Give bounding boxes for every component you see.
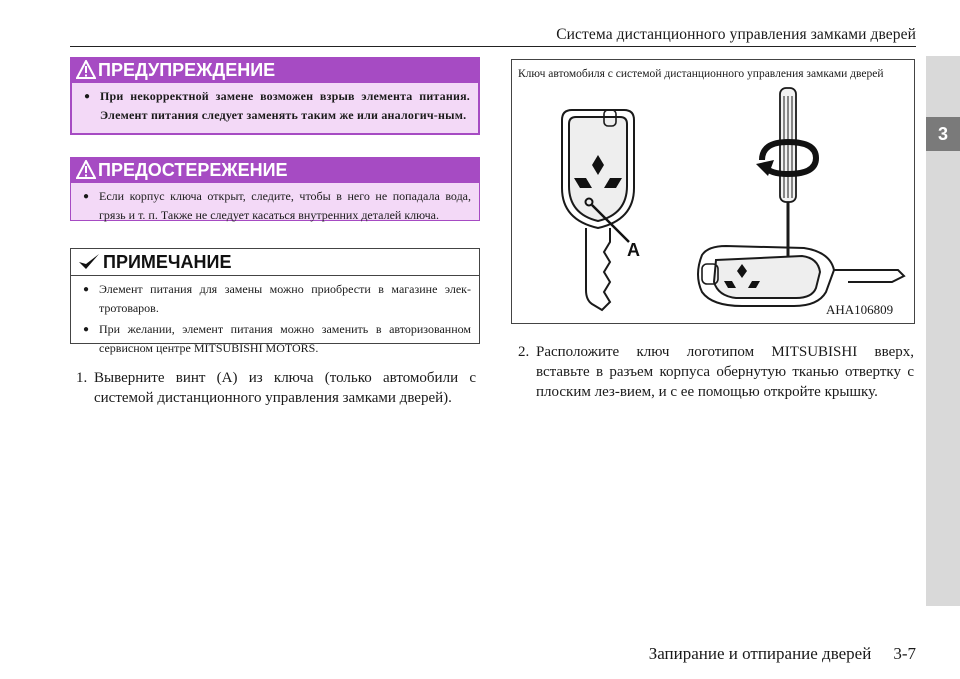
step-number: 1. [76, 370, 88, 386]
step-1 [76, 368, 476, 408]
note-item: ● Элемент питания для замены можно приобрести в магазине элек-тротоваров. [81, 280, 471, 318]
running-header: Система дистанционного управления замками дверей [556, 26, 916, 43]
note-header [71, 249, 479, 276]
step-text: Выверните винт (A) из ключа (только автомобили с системой дистанционного управления замками дверей). [94, 370, 476, 406]
figure-caption: Ключ автомобиля с системой дистанционного управления замками дверей [518, 68, 884, 80]
note-item: ● При желании, элемент питания можно заменить в авторизованном сервисном центре MITSUBISHI MOTORS. [81, 320, 471, 358]
note-label: ПРИМЕЧАНИЕ [103, 252, 232, 272]
key-illustration-frame [511, 59, 915, 324]
warning-header [70, 57, 480, 83]
checkmark-icon [77, 252, 101, 272]
step-text: Расположите ключ логотипом MITSUBISHI вверх, вставьте в разъем корпуса обернутую тканью отвертку с плоским лез-вием, и с ее помощью откройте крышку. [536, 344, 914, 400]
page-number: 3-7 [893, 644, 916, 663]
chapter-number: 3 [926, 117, 960, 151]
note-box [70, 248, 480, 355]
warning-item: ● При некорректной замене возможен взрыв элемента питания. Элемент питания следует заменять таким же или аналогич-ным. [82, 87, 470, 125]
warning-box [70, 57, 480, 135]
caution-label: ПРЕДОСТЕРЕЖЕНИЕ [98, 160, 288, 180]
caution-item: ● Если корпус ключа открыт, следите, чтобы в него не попадала вода, грязь и т. п. Также не следует касаться внутренних деталей ключа. [81, 187, 471, 225]
warning-triangle-icon [76, 60, 96, 79]
key-fob-side [698, 246, 904, 306]
step-2 [518, 342, 914, 402]
callout-a: A [627, 240, 640, 260]
page-footer [520, 644, 916, 664]
step-number: 2. [518, 344, 530, 360]
header-divider [70, 46, 916, 47]
key-illustration [512, 60, 914, 323]
figure-code: AHA106809 [826, 302, 894, 317]
warning-label: ПРЕДУПРЕЖДЕНИЕ [98, 60, 276, 80]
caution-triangle-icon [76, 160, 96, 179]
footer-section: Запирание и отпирание дверей [648, 644, 872, 663]
caution-header [70, 157, 480, 183]
caution-box [70, 157, 480, 221]
